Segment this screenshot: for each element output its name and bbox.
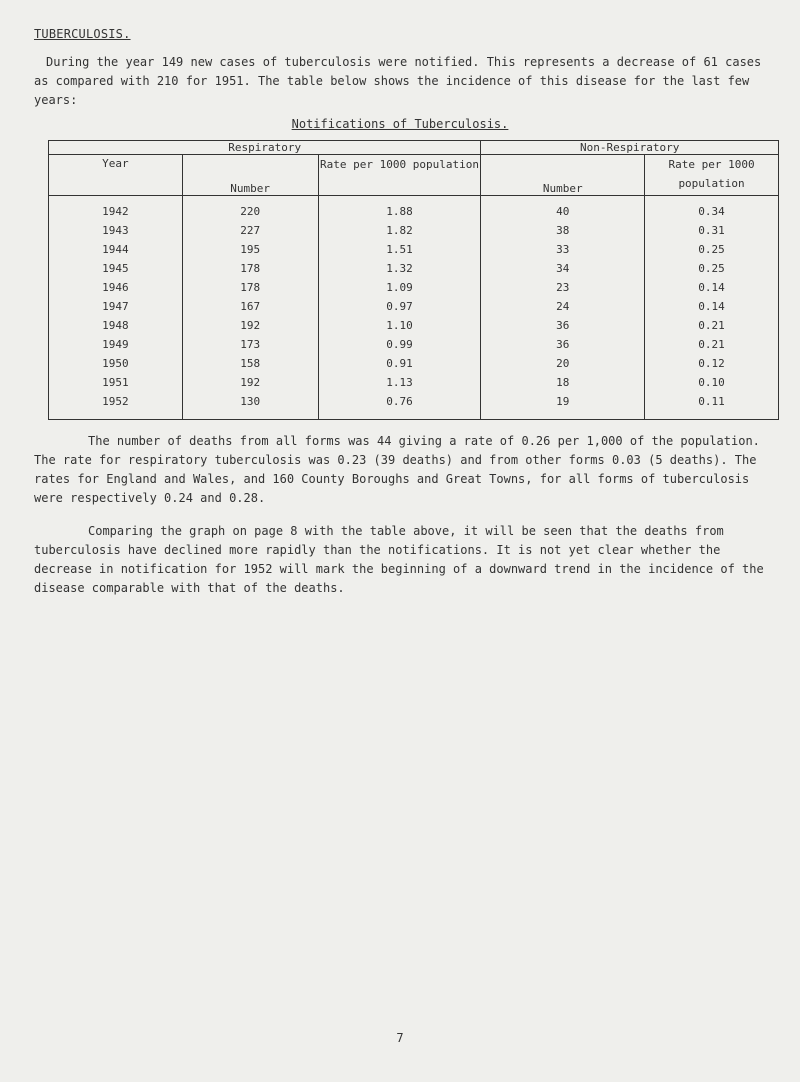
table-row [49,278,779,297]
cell-resp-number: 220 [182,196,318,222]
cell-nonresp-rate: 0.14 [645,278,779,297]
cell-nonresp-number: 19 [481,392,645,420]
cell-resp-number: 167 [182,297,318,316]
column-header-nonresp-number: Number [481,155,645,196]
table-row [49,221,779,240]
cell-nonresp-number: 36 [481,316,645,335]
cell-year: 1950 [49,354,183,373]
cell-nonresp-number: 20 [481,354,645,373]
table-row [49,335,779,354]
cell-nonresp-number: 18 [481,373,645,392]
cell-year: 1949 [49,335,183,354]
cell-nonresp-rate: 0.10 [645,373,779,392]
column-header-nonresp-rate: Rate per 1000 population [645,155,779,196]
cell-resp-rate: 0.99 [318,335,481,354]
cell-nonresp-number: 38 [481,221,645,240]
cell-resp-number: 192 [182,316,318,335]
table-caption-text: Notifications of Tuberculosis. [291,117,509,131]
cell-nonresp-rate: 0.34 [645,196,779,222]
table-row [49,354,779,373]
column-header-resp-number: Number [182,155,318,196]
table-caption [0,117,800,131]
cell-resp-rate: 1.82 [318,221,481,240]
cell-year: 1943 [49,221,183,240]
table-row [49,297,779,316]
cell-resp-rate: 0.76 [318,392,481,420]
table-row [49,196,779,222]
cell-resp-rate: 0.91 [318,354,481,373]
cell-nonresp-rate: 0.12 [645,354,779,373]
cell-resp-number: 192 [182,373,318,392]
cell-year: 1952 [49,392,183,420]
cell-resp-number: 130 [182,392,318,420]
cell-resp-rate: 1.10 [318,316,481,335]
table-body [49,196,779,420]
column-header-year: Year [49,155,183,196]
cell-resp-number: 173 [182,335,318,354]
comparison-paragraph: Comparing the graph on page 8 with the table above, it will be seen that the deaths from tuberculosis have declined more rapidly than the notifications. It is not yet clear whether the decrease in notification for 1952 will mark the beginning of a downward trend in the incidence of the disease comparable with that of the deaths. [34,524,764,595]
cell-nonresp-number: 36 [481,335,645,354]
cell-year: 1945 [49,259,183,278]
cell-year: 1951 [49,373,183,392]
cell-resp-rate: 1.51 [318,240,481,259]
cell-resp-rate: 1.13 [318,373,481,392]
group-header-non-respiratory: Non-Respiratory [481,141,779,155]
cell-nonresp-rate: 0.14 [645,297,779,316]
cell-resp-rate: 1.32 [318,259,481,278]
cell-nonresp-rate: 0.21 [645,335,779,354]
table-row [49,316,779,335]
cell-nonresp-number: 34 [481,259,645,278]
deaths-paragraph: The number of deaths from all forms was 44 giving a rate of 0.26 per 1,000 of the population. The rate for respiratory tuberculosis was 0.23 (39 deaths) and from other forms 0.03 (5 deaths). The rates for England and Wales, and 160 County Boroughs and Great Towns, for all forms of tuberculosis were respectively 0.24 and 0.28. [34,434,760,505]
cell-nonresp-number: 24 [481,297,645,316]
cell-nonresp-rate: 0.11 [645,392,779,420]
cell-year: 1948 [49,316,183,335]
table-row [49,259,779,278]
cell-nonresp-rate: 0.21 [645,316,779,335]
page-number: 7 [396,1031,404,1045]
cell-resp-number: 178 [182,278,318,297]
cell-resp-rate: 1.09 [318,278,481,297]
cell-resp-number: 195 [182,240,318,259]
column-header-resp-rate: Rate per 1000 population [318,155,481,196]
cell-nonresp-number: 40 [481,196,645,222]
intro-paragraph: During the year 149 new cases of tuberculosis were notified. This represents a decrease of 61 cases as compared with 210 for 1951. The table below shows the incidence of this disease for the last few years: [34,55,762,107]
cell-nonresp-rate: 0.25 [645,259,779,278]
table-row [49,373,779,392]
cell-year: 1947 [49,297,183,316]
cell-year: 1946 [49,278,183,297]
cell-resp-number: 227 [182,221,318,240]
section-heading: TUBERCULOSIS. [34,27,131,41]
cell-resp-number: 178 [182,259,318,278]
table-row [49,240,779,259]
cell-resp-number: 158 [182,354,318,373]
cell-year: 1942 [49,196,183,222]
cell-nonresp-number: 33 [481,240,645,259]
tuberculosis-notifications-table [48,140,779,420]
table-row [49,392,779,420]
cell-resp-rate: 1.88 [318,196,481,222]
cell-nonresp-number: 23 [481,278,645,297]
cell-year: 1944 [49,240,183,259]
cell-nonresp-rate: 0.25 [645,240,779,259]
cell-resp-rate: 0.97 [318,297,481,316]
group-header-respiratory: Respiratory [49,141,481,155]
cell-nonresp-rate: 0.31 [645,221,779,240]
